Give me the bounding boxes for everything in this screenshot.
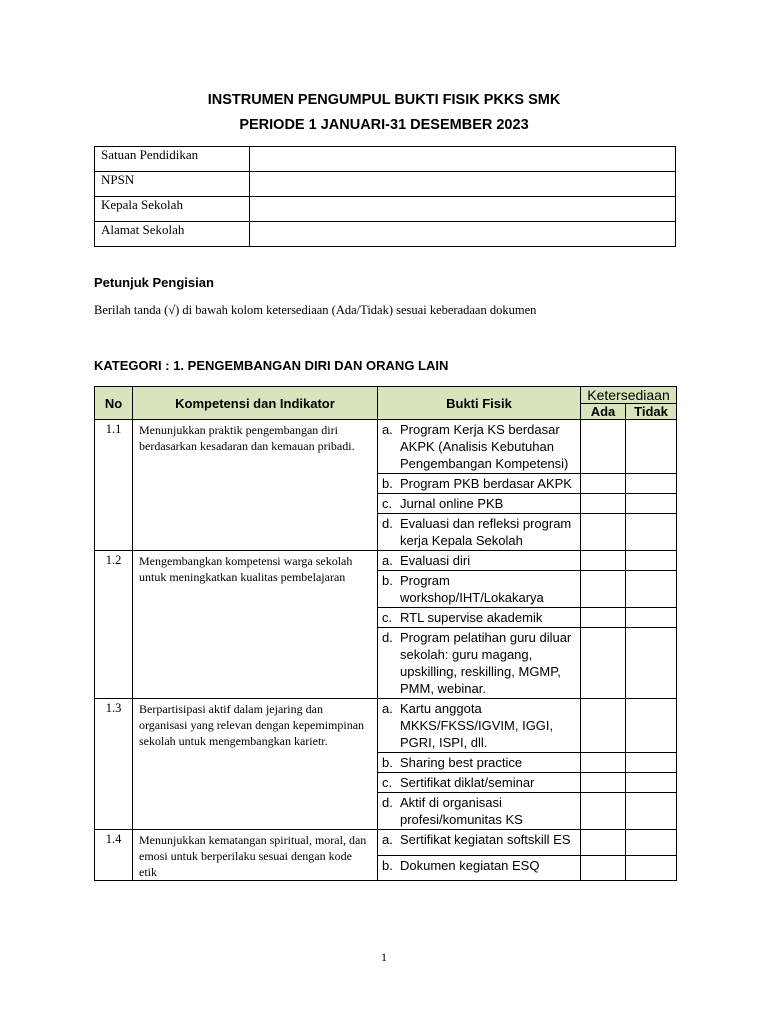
page-number: 1 <box>381 950 387 964</box>
evidence-text: Evaluasi diri <box>400 553 471 568</box>
header-ada: Ada <box>581 404 626 420</box>
checkbox-tidak[interactable] <box>626 571 677 608</box>
checkbox-tidak[interactable] <box>626 474 677 494</box>
indicator-number: 1.4 <box>95 830 133 881</box>
evidence-text: Sertifikat diklat/seminar <box>400 775 535 790</box>
indicator-number: 1.1 <box>95 420 133 551</box>
evidence-letter: d. <box>382 516 393 531</box>
value-kepala-sekolah[interactable] <box>250 197 676 222</box>
evidence-item <box>378 628 581 699</box>
checkbox-ada[interactable] <box>581 855 626 881</box>
checkbox-ada[interactable] <box>581 608 626 628</box>
evidence-letter: a. <box>382 701 393 716</box>
evidence-text: Dokumen kegiatan ESQ <box>400 857 540 873</box>
checkbox-ada[interactable] <box>581 753 626 773</box>
evidence-table <box>94 386 677 881</box>
evidence-text: Sertifikat kegiatan softskill ES <box>400 832 571 847</box>
evidence-text: Program Kerja KS berdasar AKPK (Analisis Kebutuhan Pengembangan Kompetensi) <box>400 422 569 471</box>
checkbox-tidak[interactable] <box>626 773 677 793</box>
checkbox-ada[interactable] <box>581 699 626 753</box>
evidence-letter: a. <box>382 832 393 847</box>
checkbox-tidak[interactable] <box>626 830 677 856</box>
header-ketersediaan: Ketersediaan <box>581 387 677 404</box>
checkbox-tidak[interactable] <box>626 420 677 474</box>
evidence-item <box>378 571 581 608</box>
checkbox-ada[interactable] <box>581 474 626 494</box>
evidence-letter: c. <box>382 775 393 790</box>
indicator-number: 1.3 <box>95 699 133 830</box>
evidence-letter: b. <box>382 476 393 491</box>
evidence-item <box>378 855 581 881</box>
label-satuan-pendidikan: Satuan Pendidikan <box>95 147 250 172</box>
checkbox-tidak[interactable] <box>626 494 677 514</box>
checkbox-ada[interactable] <box>581 830 626 856</box>
evidence-letter: c. <box>382 610 393 625</box>
evidence-text: RTL supervise akademik <box>400 610 543 625</box>
evidence-letter: c. <box>382 496 393 511</box>
evidence-letter: b. <box>382 755 393 770</box>
checkbox-ada[interactable] <box>581 551 626 571</box>
evidence-text: Kartu anggota MKKS/FKSS/IGVIM, IGGI, PGRI, ISPI, dll. <box>400 701 554 750</box>
checkbox-tidak[interactable] <box>626 608 677 628</box>
info-row-alamat <box>95 222 676 247</box>
instructions-text: Berilah tanda (√) di bawah kolom ketersediaan (Ada/Tidak) sesuai keberadaan dokumen <box>94 303 537 317</box>
evidence-letter: a. <box>382 553 393 568</box>
evidence-item <box>378 773 581 793</box>
indicator-description: Berpartisipasi aktif dalam jejaring dan organisasi yang relevan dengan kepemimpinan sekolah untuk mengembangkan karietr. <box>133 699 378 830</box>
evidence-letter: b. <box>382 573 393 588</box>
evidence-letter: d. <box>382 795 393 810</box>
checkbox-tidak[interactable] <box>626 628 677 699</box>
header-bukti-fisik: Bukti Fisik <box>378 387 581 420</box>
school-info-table <box>94 146 676 247</box>
evidence-text: Program pelatihan guru diluar sekolah: guru magang, upskilling, reskilling, MGMP, PMM, webinar. <box>400 630 572 696</box>
checkbox-ada[interactable] <box>581 514 626 551</box>
checkbox-tidak[interactable] <box>626 514 677 551</box>
value-alamat-sekolah[interactable] <box>250 222 676 247</box>
checkbox-ada[interactable] <box>581 571 626 608</box>
evidence-item <box>378 608 581 628</box>
evidence-item <box>378 699 581 753</box>
header-no: No <box>95 387 133 420</box>
table-row <box>95 420 677 474</box>
checkbox-tidak[interactable] <box>626 793 677 830</box>
evidence-item <box>378 494 581 514</box>
category-heading: KATEGORI : 1. PENGEMBANGAN DIRI DAN ORANG LAIN <box>94 358 449 373</box>
label-alamat-sekolah: Alamat Sekolah <box>95 222 250 247</box>
header-kompetensi: Kompetensi dan Indikator <box>133 387 378 420</box>
table-row <box>95 830 677 856</box>
info-row-npsn <box>95 172 676 197</box>
instructions-heading: Petunjuk Pengisian <box>94 275 214 290</box>
label-kepala-sekolah: Kepala Sekolah <box>95 197 250 222</box>
table-row <box>95 699 677 753</box>
info-row-satuan <box>95 147 676 172</box>
document-period: PERIODE 1 JANUARI-31 DESEMBER 2023 <box>239 117 529 133</box>
evidence-item <box>378 551 581 571</box>
checkbox-tidak[interactable] <box>626 855 677 881</box>
evidence-item <box>378 474 581 494</box>
checkbox-tidak[interactable] <box>626 699 677 753</box>
evidence-item <box>378 420 581 474</box>
evidence-item <box>378 830 581 856</box>
evidence-item <box>378 793 581 830</box>
checkbox-tidak[interactable] <box>626 551 677 571</box>
document-title: INSTRUMEN PENGUMPUL BUKTI FISIK PKKS SMK <box>207 92 561 108</box>
evidence-letter: a. <box>382 422 393 437</box>
evidence-letter: d. <box>382 630 393 645</box>
checkbox-ada[interactable] <box>581 628 626 699</box>
info-row-kepala <box>95 197 676 222</box>
value-satuan-pendidikan[interactable] <box>250 147 676 172</box>
checkbox-ada[interactable] <box>581 420 626 474</box>
table-row <box>95 551 677 571</box>
label-npsn: NPSN <box>95 172 250 197</box>
indicator-description: Menunjukkan kematangan spiritual, moral, dan emosi untuk berperilaku sesuai dengan kode etik <box>133 830 378 881</box>
indicator-description: Mengembangkan kompetensi warga sekolah untuk meningkatkan kualitas pembelajaran <box>133 551 378 699</box>
header-tidak: Tidak <box>626 404 677 420</box>
checkbox-ada[interactable] <box>581 494 626 514</box>
evidence-item <box>378 753 581 773</box>
evidence-text: Aktif di organisasi profesi/komunitas KS <box>400 795 523 827</box>
evidence-letter: b. <box>382 857 393 873</box>
indicator-number: 1.2 <box>95 551 133 699</box>
evidence-text: Evaluasi dan refleksi program kerja Kepala Sekolah <box>400 516 572 548</box>
evidence-text: Program workshop/IHT/Lokakarya <box>400 573 544 605</box>
evidence-text: Jurnal online PKB <box>400 496 504 511</box>
evidence-item <box>378 514 581 551</box>
indicator-description: Menunjukkan praktik pengembangan diri berdasarkan kesadaran dan kemauan pribadi. <box>133 420 378 551</box>
value-npsn[interactable] <box>250 172 676 197</box>
evidence-text: Program PKB berdasar AKPK <box>400 476 572 491</box>
checkbox-tidak[interactable] <box>626 753 677 773</box>
evidence-table-body <box>95 420 677 881</box>
checkbox-ada[interactable] <box>581 773 626 793</box>
checkbox-ada[interactable] <box>581 793 626 830</box>
evidence-text: Sharing best practice <box>400 755 523 770</box>
